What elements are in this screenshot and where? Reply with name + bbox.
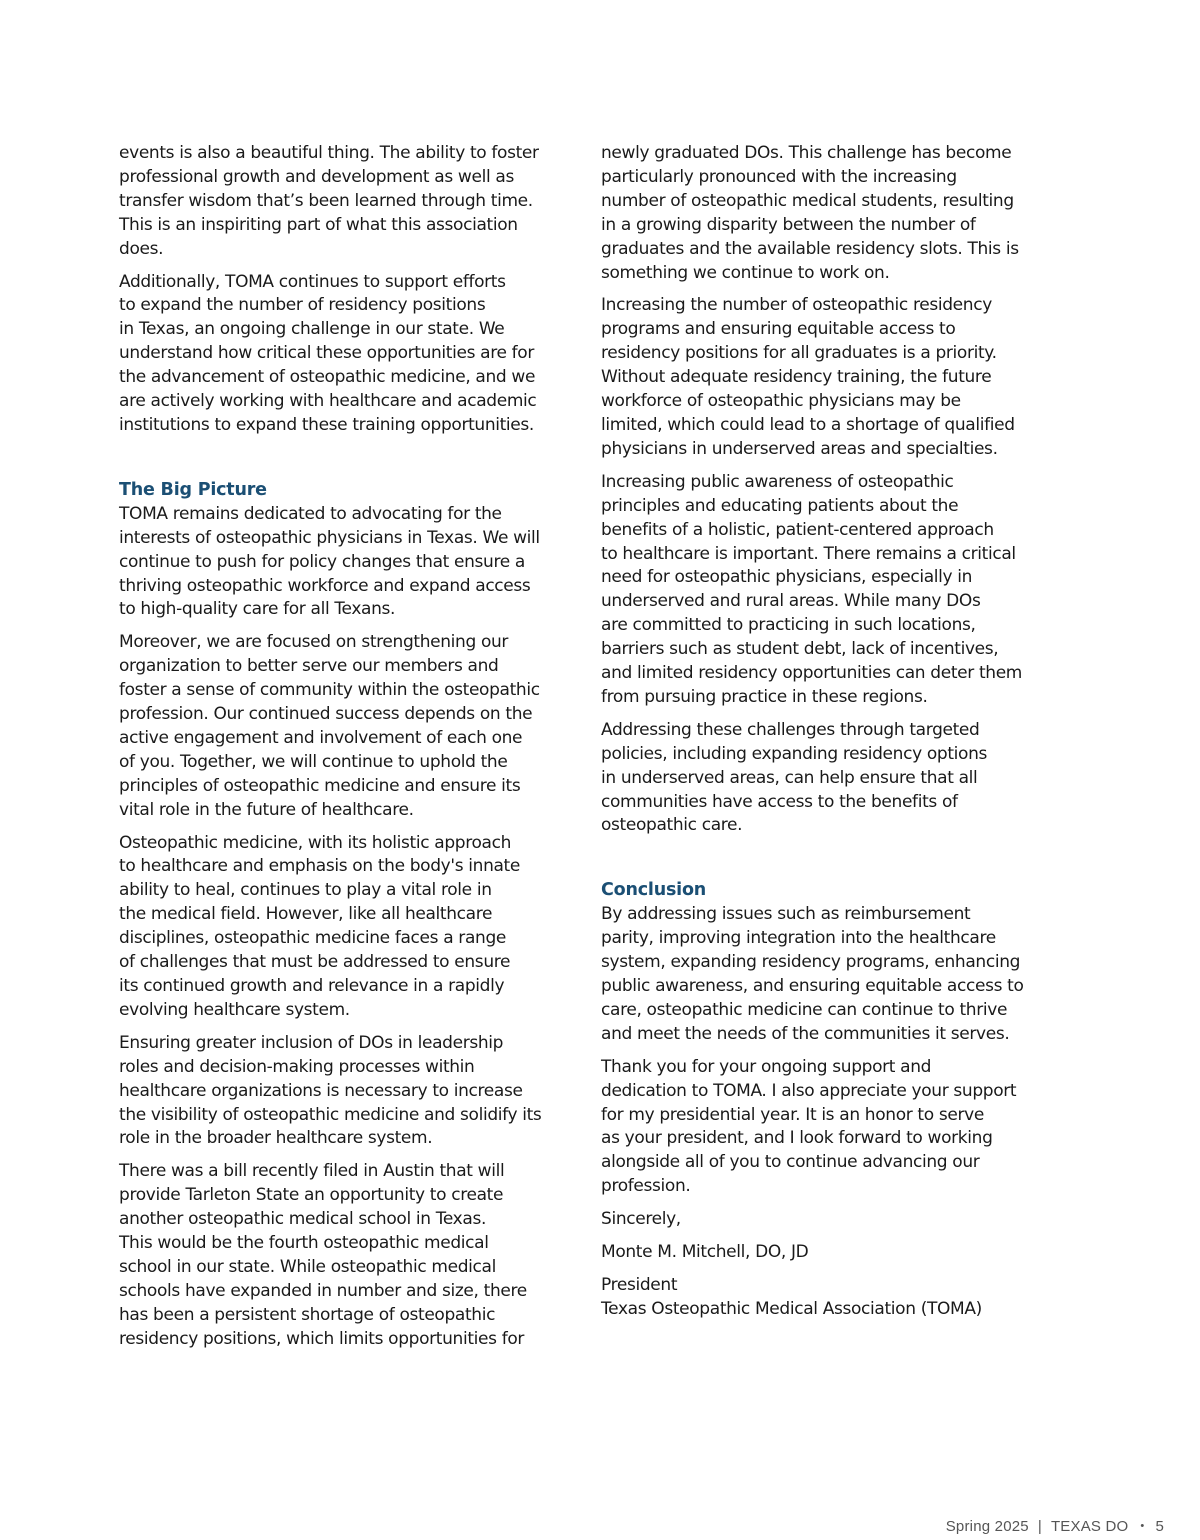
body-paragraph: Additionally, TOMA continues to support efforts to expand the number of residency positions in Texas, an ongoing challenge in our state. We understand how critical these opportunities are for the advancement of osteopathic medicine, and we are actively working with healthcare and academic institutions to expand these training opportunities.	[119, 271, 537, 435]
signature-name: Monte M. Mitchell, DO, JD	[601, 1242, 809, 1263]
body-paragraph: Increasing public awareness of osteopathic principles and educating patients about the benefits of a holistic, patient-centered approach to healthcare is important. There remains a critical need for osteopathic physicians, especially in underserved and rural areas. While many DOs are committed to practicing in such locations, barriers such as student debt, lack of incentives, and limited residency opportunities can deter them from pursuing practice in these regions.	[601, 471, 1023, 707]
page-number: 5	[1155, 1518, 1164, 1535]
body-paragraph: Increasing the number of osteopathic residency programs and ensuring equitable access to residency positions for all graduates is a priority. Without adequate residency training, the future workforce of osteopathic physicians may be limited, which could lead to a shortage of qualified physicians in underserved areas and specialties.	[601, 295, 1015, 459]
body-paragraph: Thank you for your ongoing support and dedication to TOMA. I also appreciate your support for my presidential year. It is an honor to serve as your president, and I look forward to working alongside all of you to continue advancing our profession.	[601, 1056, 1017, 1197]
section-heading-big-picture: The Big Picture	[119, 479, 267, 500]
body-paragraph: Osteopathic medicine, with its holistic approach to healthcare and emphasis on the body's innate ability to heal, continues to play a vital role in the medical field. However, like all healthcare disciplines, osteopathic medicine faces a range of challenges that must be addressed to ensure its continued growth and relevance in a rapidly evolving healthcare system.	[119, 832, 520, 1020]
body-paragraph: newly graduated DOs. This challenge has become particularly pronounced with the increasing number of osteopathic medical students, resulting in a growing disparity between the number of graduates and the available residency slots. This is something we continue to work on.	[601, 143, 1019, 283]
right-column	[601, 142, 1063, 1331]
footer-issue: Spring 2025	[945, 1518, 1029, 1535]
body-paragraph: TOMA remains dedicated to advocating for the interests of osteopathic physicians in Texas. We will continue to push for policy changes that ensure a thriving osteopathic workforce and expand access to high-quality care for all Texans.	[119, 503, 540, 620]
footer-separator: |	[1037, 1518, 1042, 1535]
footer-publication: TEXAS DO	[1050, 1518, 1129, 1535]
body-paragraph: events is also a beautiful thing. The ability to foster professional growth and development as well as transfer wisdom that’s been learned through time. This is an inspiriting part of what this association does.	[119, 143, 539, 259]
footer-bullet: •	[1140, 1520, 1145, 1532]
signature-title: President Texas Osteopathic Medical Association (TOMA)	[601, 1274, 982, 1319]
body-paragraph: There was a bill recently filed in Austin that will provide Tarleton State an opportunity to create another osteopathic medical school in Texas. This would be the fourth osteopathic medical school in our state. While osteopathic medical schools have expanded in number and size, there has been a persistent shortage of osteopathic residency positions, which limits opportunities for	[119, 1161, 527, 1349]
page-footer	[946, 1518, 1164, 1535]
left-column	[119, 142, 581, 1361]
body-paragraph: Ensuring greater inclusion of DOs in leadership roles and decision-making processes within healthcare organizations is necessary to increase the visibility of osteopathic medicine and solidify its role in the broader healthcare system.	[119, 1032, 542, 1149]
closing-salutation: Sincerely,	[601, 1209, 681, 1230]
body-paragraph: Moreover, we are focused on strengthening our organization to better serve our members and foster a sense of community within the osteopathic profession. Our continued success depends on the active engagement and involvement of each one of you. Together, we will continue to uphold the principles of osteopathic medicine and ensure its vital role in the future of healthcare.	[119, 632, 540, 820]
section-heading-conclusion: Conclusion	[601, 880, 707, 901]
body-paragraph: Addressing these challenges through targeted policies, including expanding residency options in underserved areas, can help ensure that all communities have access to the benefits of osteopathic care.	[601, 719, 987, 836]
body-paragraph: By addressing issues such as reimbursement parity, improving integration into the healthcare system, expanding residency programs, enhancing public awareness, and ensuring equitable access to care, osteopathic medicine can continue to thrive and meet the needs of the communities it serves.	[601, 904, 1024, 1044]
